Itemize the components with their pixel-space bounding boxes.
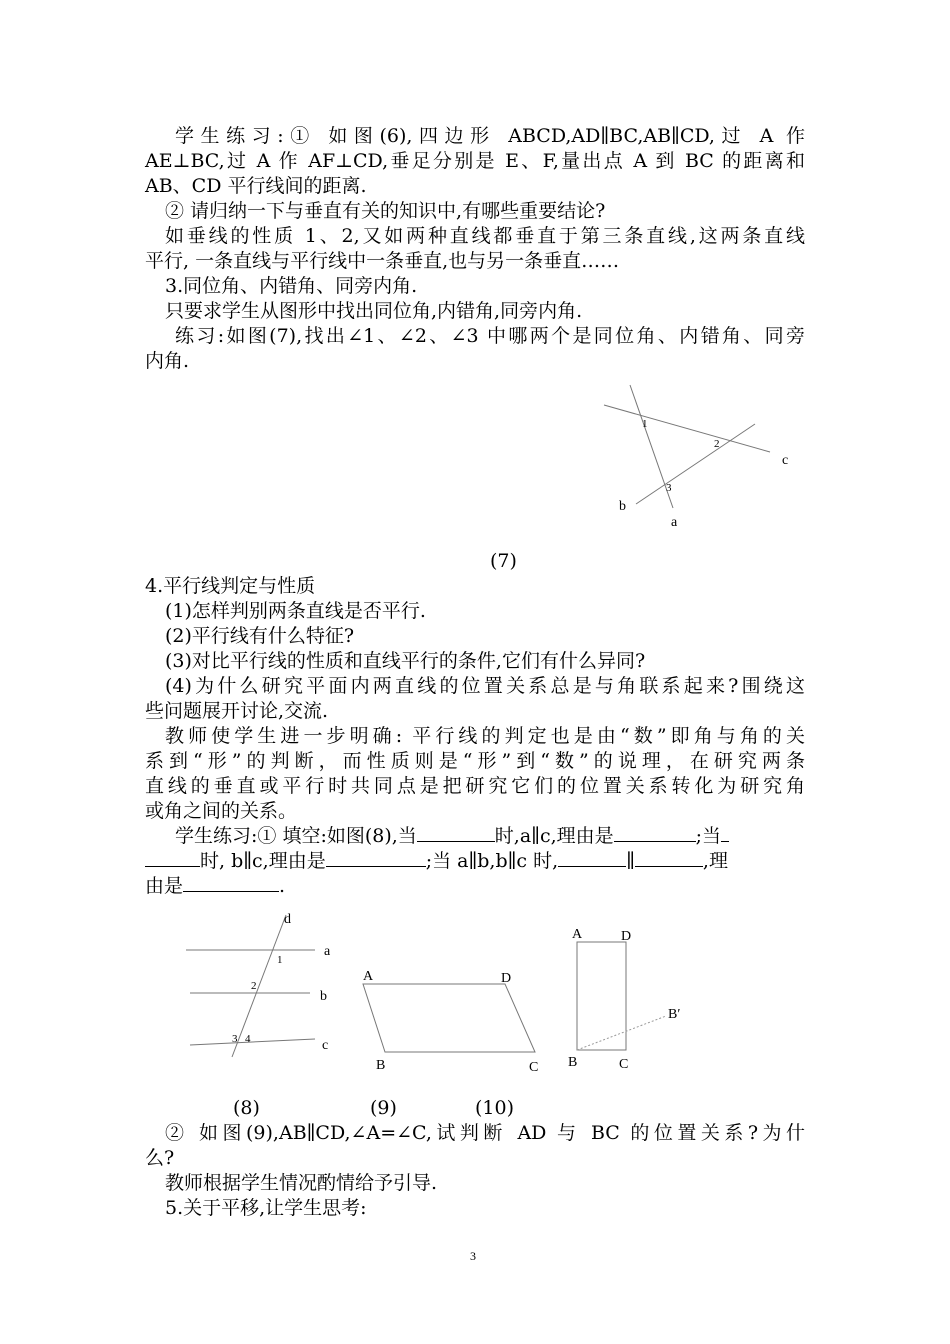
question-9-line-1: ② 如图(9),AB∥CD,∠A=∠C,试判断 AD 与 BC 的位置关系?为什 [165,1122,805,1144]
section-5-title: 5.关于平移,让学生思考: [165,1197,367,1219]
angle-label-3: 3 [666,482,672,494]
vertex-A: A [572,927,583,942]
line-label-b: b [619,499,626,514]
figure-7-caption: (7) [490,550,517,572]
line-label-a: a [671,515,678,530]
fill-text: ;当 a∥b,b∥c 时, [425,850,559,872]
teacher-note-line-2: 系到“形”的判断，而性质则是“形”到“数”的说理，在研究两条 [145,750,805,772]
conclusion-line-1: 如垂线的性质 1、2,又如两种直线都垂直于第三条直线,这两条直线 [165,225,805,247]
page-number: 3 [470,1249,476,1263]
vertex-B: B [376,1058,386,1073]
summary-question: ② 请归纳一下与垂直有关的知识中,有哪些重要结论? [165,200,606,222]
answer-blank[interactable] [183,875,279,892]
fill-text: ,理 [702,850,728,872]
answer-blank[interactable] [417,825,495,842]
parallelogram-abcd [363,984,535,1052]
angle-label-1: 1 [642,418,648,430]
line-b [636,424,755,504]
exercise-line-2: AE⊥BC,过 A 作 AF⊥CD,垂足分别是 E、F,量出点 A 到 BC 的距离和 [145,150,805,172]
question-9-line-2: 么? [145,1147,175,1169]
angle-exercise-line-2: 内角. [145,350,190,372]
teacher-note-line-1: 教师使学生进一步明确: 平行线的判定也是由“数”即角与角的关 [165,725,805,747]
answer-blank[interactable] [614,825,696,842]
answer-blank[interactable] [721,825,729,842]
vertex-B: B [568,1055,578,1070]
fill-blank-line-3 [145,874,805,898]
vertex-B-prime: B′ [668,1007,681,1022]
answer-blank[interactable] [326,850,426,867]
figure-10-caption: (10) [475,1097,515,1119]
vertex-C: C [529,1060,539,1075]
answer-blank[interactable] [145,850,200,867]
figure-9 [355,960,555,1075]
fill-text: 学生练习:① 填空:如图(8),当 [175,825,417,847]
conclusion-line-2: 平行, 一条直线与平行线中一条垂直,也与另一条垂直…… [145,250,620,272]
angle-label-4: 4 [245,1033,251,1045]
question-2: (2)平行线有什么特征? [165,625,355,647]
line-label-c: c [322,1038,329,1053]
fill-text: 由是 [145,875,184,897]
figure-8 [180,905,350,1060]
vertex-D: D [621,929,632,944]
question-4-line-1: (4)为什么研究平面内两直线的位置关系总是与角联系起来?围绕这 [165,675,805,697]
section-3-description: 只要求学生从图形中找出同位角,内错角,同旁内角. [165,300,583,322]
vertex-D: D [501,971,512,986]
exercise-line-1: 学生练习:① 如图(6),四边形 ABCD,AD∥BC,AB∥CD,过 A 作 [175,125,805,147]
question-3: (3)对比平行线的性质和直线平行的条件,它们有什么异同? [165,650,646,672]
fill-text: . [279,875,286,897]
teacher-guidance: 教师根据学生情况酌情给予引导. [165,1172,438,1194]
question-4-line-2: 些问题展开讨论,交流. [145,700,329,722]
section-3-title: 3.同位角、内错角、同旁内角. [165,275,418,297]
answer-blank[interactable] [635,850,703,867]
figure-7 [590,380,800,530]
section-4-title: 4.平行线判定与性质 [145,575,316,597]
angle-label-2: 2 [251,980,257,992]
vertex-A: A [363,969,374,984]
line-c [190,1039,315,1045]
fill-text: 时, b∥c,理由是 [200,850,326,872]
angle-exercise-line-1: 练习:如图(7),找出∠1、∠2、∠3 中哪两个是同位角、内错角、同旁 [175,325,805,347]
figure-8-caption: (8) [233,1097,260,1119]
line-c [604,405,770,452]
figure-9-caption: (9) [370,1097,397,1119]
angle-label-3: 3 [232,1033,238,1045]
teacher-note-line-4: 或角之间的关系。 [145,800,298,822]
teacher-note-line-3: 直线的垂直或平行时共同点是把研究它们的位置关系转化为研究角 [145,775,805,797]
line-label-d: d [284,912,291,927]
fill-text: ∥ [626,850,635,872]
line-label-a: a [324,944,331,959]
line-label-c: c [782,453,789,468]
fill-blank-line-1 [175,824,835,848]
answer-blank[interactable] [558,850,626,867]
angle-label-1: 1 [277,954,283,966]
fill-blank-line-2 [145,849,805,873]
exercise-line-3: AB、CD 平行线间的距离. [145,175,367,197]
fill-text: ;当 [695,825,722,847]
fill-text: 时,a∥c,理由是 [494,825,614,847]
line-d [232,915,286,1057]
figure-10 [560,920,700,1075]
angle-label-2: 2 [714,438,720,450]
line-label-b: b [320,989,327,1004]
question-1: (1)怎样判别两条直线是否平行. [165,600,426,622]
dashed-segment-bb [577,1016,666,1050]
vertex-C: C [619,1057,629,1072]
